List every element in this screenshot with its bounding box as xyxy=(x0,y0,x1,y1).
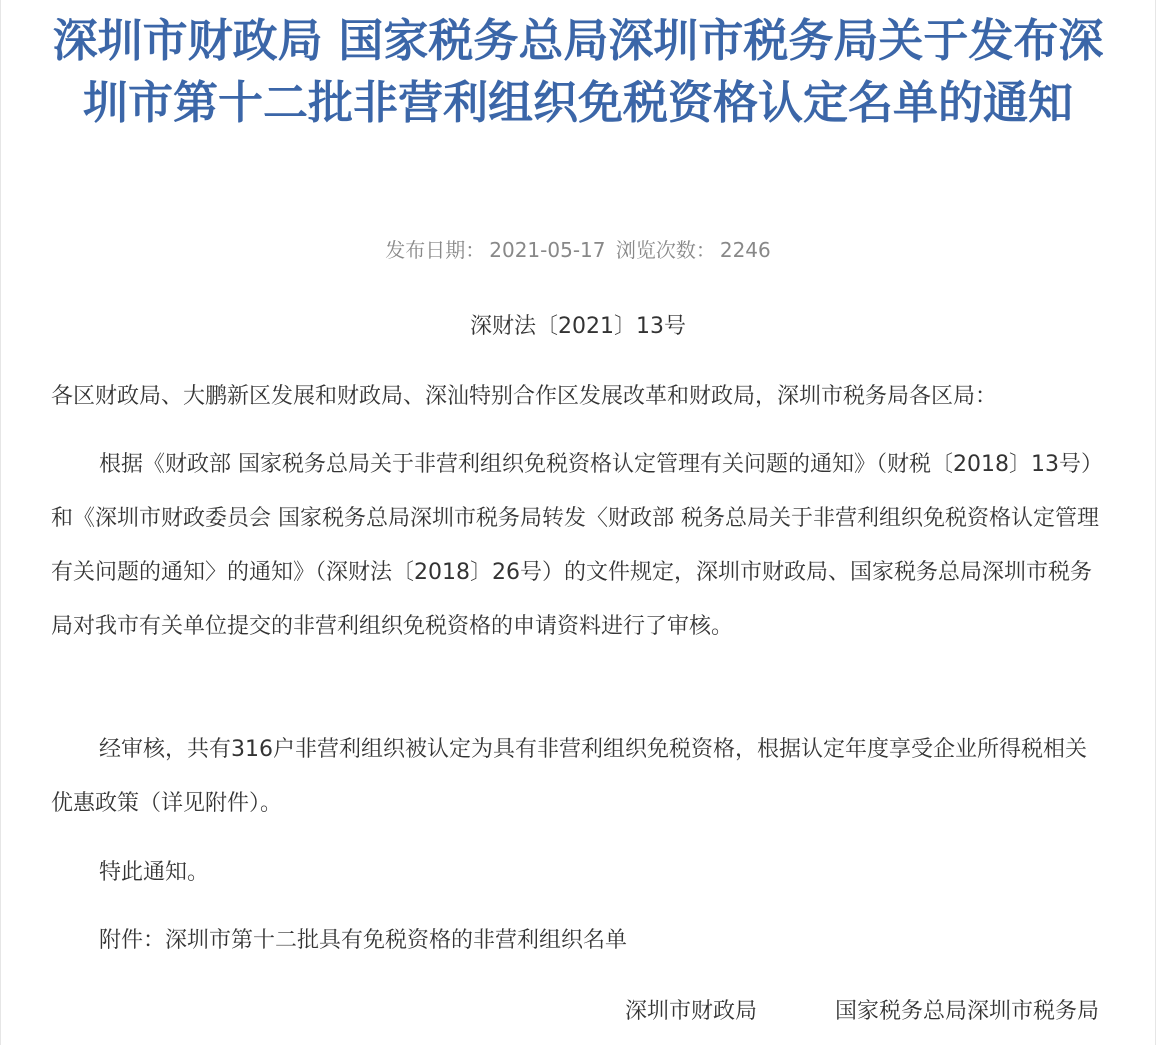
paragraph-1: 根据《财政部 国家税务总局关于非营利组织免税资格认定管理有关问题的通知》（财税〔2018〕13号）和《深圳市财政委员会 国家税务总局深圳市税务局转发〈财政部 税务总局关于非营利组织免税资格认定管理有关问题的通知〉的通知》（深财法〔2018〕26号）的文件规定，深圳市财政局、国家税务总局深圳市税务局对我市有关单位提交的非营利组织免税资格的申请资料进行了审核。 xyxy=(51,452,1103,639)
publish-date: 2021-05-17 xyxy=(489,238,606,262)
views-label: 浏览次数： xyxy=(615,238,716,262)
salutation: 各区财政局、大鹏新区发展和财政局、深汕特别合作区发展改革和财政局，深圳市税务局各区局： xyxy=(51,384,998,409)
views-count: 2246 xyxy=(719,238,771,262)
document-number: 深财法〔2021〕13号 xyxy=(470,314,686,339)
signatures xyxy=(625,985,1099,1039)
signature-tax-bureau: 国家税务总局深圳市税务局 xyxy=(834,999,1099,1024)
attachment-link[interactable]: 附件：深圳市第十二批具有免税资格的非营利组织名单 xyxy=(99,928,628,953)
publish-date-label: 发布日期： xyxy=(385,238,486,262)
signature-finance-bureau: 深圳市财政局 xyxy=(624,999,757,1024)
paragraph-3: 特此通知。 xyxy=(99,860,210,885)
article-title: 深圳市财政局 国家税务总局深圳市税务局关于发布深圳市第十二批非营利组织免税资格认定名单的通知 xyxy=(52,14,1104,129)
article-meta xyxy=(1,236,1155,264)
paragraph-2: 经审核，共有316户非营利组织被认定为具有非营利组织免税资格，根据认定年度享受企业所得税相关优惠政策（详见附件）。 xyxy=(51,737,1087,816)
